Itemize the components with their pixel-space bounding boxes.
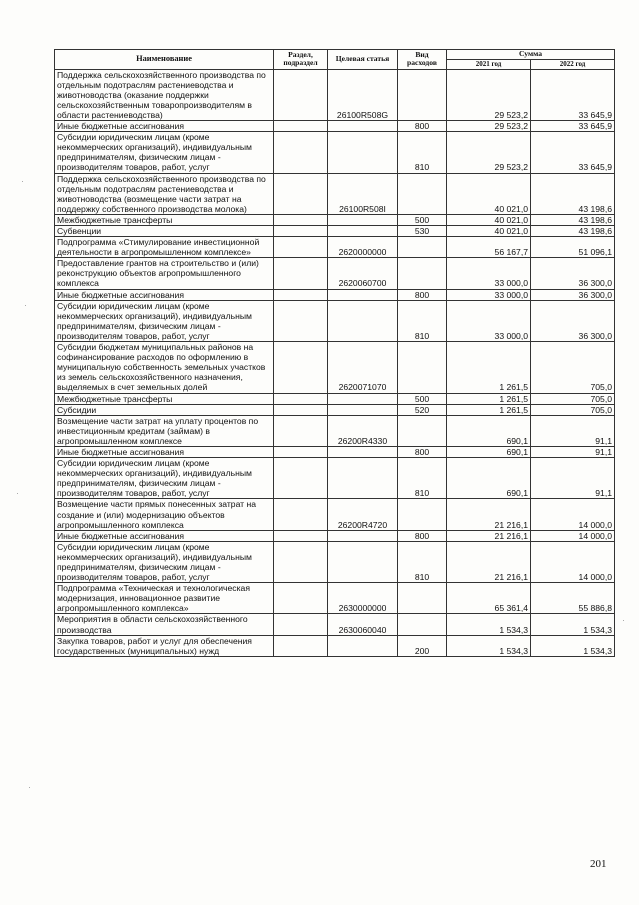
cell-expense-type [398, 173, 447, 214]
cell-target [328, 635, 398, 656]
cell-section [274, 214, 328, 225]
cell-amount-2021: 29 523,2 [447, 121, 531, 132]
cell-name: Межбюджетные трансферты [55, 214, 274, 225]
table-row [55, 458, 615, 499]
table-header [55, 50, 615, 70]
cell-expense-type: 530 [398, 226, 447, 237]
table-row [55, 342, 615, 393]
cell-name: Субвенции [55, 226, 274, 237]
table-row [55, 404, 615, 415]
cell-name: Предоставление грантов на строительство и (или) реконструкцию объектов агропромышленного комплекса [55, 258, 274, 289]
table-body [55, 69, 615, 656]
cell-name: Иные бюджетные ассигнования [55, 121, 274, 132]
cell-amount-2022: 91,1 [531, 458, 615, 499]
cell-name: Закупка товаров, работ и услуг для обеспечения государственных (муниципальных) нужд [55, 635, 274, 656]
page-number: 201 [590, 858, 607, 870]
cell-section [274, 415, 328, 446]
cell-amount-2021: 21 216,1 [447, 499, 531, 530]
table-row [55, 258, 615, 289]
cell-name: Возмещение части прямых понесенных затрат на создание и (или) модернизацию объектов агропромышленного комплекса [55, 499, 274, 530]
cell-amount-2021: 33 000,0 [447, 289, 531, 300]
cell-section [274, 458, 328, 499]
cell-target: 26100R508I [328, 173, 398, 214]
header-sum: Сумма [447, 50, 615, 60]
table-row [55, 541, 615, 582]
cell-expense-type [398, 258, 447, 289]
cell-amount-2021: 56 167,7 [447, 237, 531, 258]
cell-amount-2021: 40 021,0 [447, 173, 531, 214]
cell-section [274, 342, 328, 393]
cell-amount-2022: 43 198,6 [531, 173, 615, 214]
cell-expense-type: 800 [398, 289, 447, 300]
cell-amount-2022: 36 300,0 [531, 258, 615, 289]
table-row [55, 226, 615, 237]
cell-amount-2022: 1 534,3 [531, 614, 615, 635]
cell-expense-type [398, 415, 447, 446]
cell-expense-type [398, 69, 447, 120]
cell-name: Субсидии юридическим лицам (кроме некоммерческих организаций), индивидуальным предпринимателям, физическим лицам - производителям товаров, работ, услуг [55, 132, 274, 173]
table-row [55, 69, 615, 120]
cell-name: Поддержка сельскохозяйственного производства по отдельным подотраслям растениеводства и животноводства (возмещение части затрат на поддержку собственного производства молока) [55, 173, 274, 214]
cell-section [274, 614, 328, 635]
cell-name: Иные бюджетные ассигнования [55, 530, 274, 541]
cell-amount-2021: 690,1 [447, 415, 531, 446]
cell-amount-2021: 29 523,2 [447, 69, 531, 120]
cell-name: Возмещение части затрат на уплату процентов по инвестиционным кредитам (займам) в агропромышленном комплексе [55, 415, 274, 446]
cell-target: 26100R508G [328, 69, 398, 120]
table-row [55, 132, 615, 173]
cell-expense-type [398, 237, 447, 258]
cell-section [274, 300, 328, 341]
table-row [55, 300, 615, 341]
header-name: Наименование [55, 50, 274, 70]
cell-expense-type: 810 [398, 300, 447, 341]
cell-amount-2021: 690,1 [447, 446, 531, 457]
cell-expense-type: 800 [398, 121, 447, 132]
cell-amount-2021: 33 000,0 [447, 258, 531, 289]
cell-target: 2630000000 [328, 583, 398, 614]
cell-amount-2021: 1 261,5 [447, 404, 531, 415]
cell-section [274, 69, 328, 120]
table-row [55, 289, 615, 300]
cell-name: Субсидии [55, 404, 274, 415]
cell-amount-2022: 43 198,6 [531, 226, 615, 237]
table-row [55, 121, 615, 132]
cell-expense-type: 500 [398, 393, 447, 404]
cell-target: 2620000000 [328, 237, 398, 258]
cell-expense-type: 810 [398, 132, 447, 173]
cell-section [274, 121, 328, 132]
cell-target: 2620060700 [328, 258, 398, 289]
cell-name: Межбюджетные трансферты [55, 393, 274, 404]
header-year-2022: 2022 год [531, 60, 615, 70]
cell-section [274, 258, 328, 289]
cell-target [328, 300, 398, 341]
cell-section [274, 583, 328, 614]
cell-target [328, 530, 398, 541]
cell-section [274, 237, 328, 258]
cell-amount-2022: 36 300,0 [531, 300, 615, 341]
cell-target: 2620071070 [328, 342, 398, 393]
cell-amount-2021: 1 534,3 [447, 614, 531, 635]
cell-target: 2630060040 [328, 614, 398, 635]
cell-amount-2022: 705,0 [531, 404, 615, 415]
cell-section [274, 173, 328, 214]
cell-target [328, 289, 398, 300]
cell-amount-2021: 1 534,3 [447, 635, 531, 656]
cell-target [328, 121, 398, 132]
cell-section [274, 132, 328, 173]
cell-amount-2021: 21 216,1 [447, 530, 531, 541]
table-row [55, 614, 615, 635]
cell-target [328, 446, 398, 457]
cell-amount-2022: 55 886,8 [531, 583, 615, 614]
cell-amount-2021: 29 523,2 [447, 132, 531, 173]
cell-name: Субсидии юридическим лицам (кроме некоммерческих организаций), индивидуальным предпринимателям, физическим лицам - производителям товаров, работ, услуг [55, 458, 274, 499]
table-row [55, 583, 615, 614]
cell-amount-2022: 33 645,9 [531, 132, 615, 173]
cell-expense-type: 800 [398, 446, 447, 457]
scan-speck [25, 305, 26, 306]
cell-name: Субсидии юридическим лицам (кроме некоммерческих организаций), индивидуальным предпринимателям, физическим лицам - производителям товаров, работ, услуг [55, 300, 274, 341]
cell-expense-type [398, 499, 447, 530]
cell-target [328, 132, 398, 173]
cell-amount-2021: 65 361,4 [447, 583, 531, 614]
scan-speck [29, 787, 30, 788]
cell-section [274, 635, 328, 656]
budget-table [54, 49, 615, 657]
cell-target [328, 404, 398, 415]
cell-section [274, 393, 328, 404]
header-target: Целевая статья [328, 50, 398, 70]
cell-amount-2022: 36 300,0 [531, 289, 615, 300]
table-row [55, 635, 615, 656]
scan-speck [623, 620, 624, 621]
cell-amount-2021: 1 261,5 [447, 393, 531, 404]
cell-amount-2022: 33 645,9 [531, 121, 615, 132]
cell-name: Иные бюджетные ассигнования [55, 446, 274, 457]
cell-amount-2022: 1 534,3 [531, 635, 615, 656]
cell-name: Субсидии бюджетам муниципальных районов на софинансирование расходов по оформлению в муниципальную собственность земельных участков из земель сельскохозяйственного назначения, выделяемых в счет земельных долей [55, 342, 274, 393]
cell-name: Мероприятия в области сельскохозяйственного производства [55, 614, 274, 635]
header-year-2021: 2021 год [447, 60, 531, 70]
cell-expense-type: 520 [398, 404, 447, 415]
cell-expense-type: 500 [398, 214, 447, 225]
cell-amount-2022: 51 096,1 [531, 237, 615, 258]
cell-target [328, 541, 398, 582]
cell-expense-type: 800 [398, 530, 447, 541]
table-row [55, 415, 615, 446]
cell-expense-type [398, 614, 447, 635]
cell-amount-2022: 14 000,0 [531, 541, 615, 582]
cell-amount-2022: 91,1 [531, 446, 615, 457]
cell-name: Иные бюджетные ассигнования [55, 289, 274, 300]
cell-section [274, 404, 328, 415]
cell-target: 26200R4330 [328, 415, 398, 446]
table-row [55, 393, 615, 404]
cell-section [274, 499, 328, 530]
cell-section [274, 446, 328, 457]
scan-speck [17, 493, 18, 494]
cell-name: Подпрограмма «Стимулирование инвестиционной деятельности в агропромышленном комплексе» [55, 237, 274, 258]
cell-amount-2022: 14 000,0 [531, 530, 615, 541]
cell-amount-2022: 705,0 [531, 393, 615, 404]
cell-name: Поддержка сельскохозяйственного производства по отдельным подотраслям растениеводства и животноводства (оказание поддержки сельскохозяйственным товаропроизводителям в области растениеводства) [55, 69, 274, 120]
cell-expense-type: 810 [398, 541, 447, 582]
cell-expense-type: 810 [398, 458, 447, 499]
cell-amount-2021: 33 000,0 [447, 300, 531, 341]
table-row [55, 446, 615, 457]
table-row [55, 173, 615, 214]
table-row [55, 214, 615, 225]
cell-name: Подпрограмма «Техническая и технологическая модернизация, инновационное развитие агропромышленного комплекса» [55, 583, 274, 614]
cell-amount-2021: 40 021,0 [447, 214, 531, 225]
cell-target [328, 214, 398, 225]
header-type: Вид расходов [398, 50, 447, 70]
cell-section [274, 541, 328, 582]
cell-amount-2021: 690,1 [447, 458, 531, 499]
cell-target: 26200R4720 [328, 499, 398, 530]
table-row [55, 499, 615, 530]
cell-target [328, 458, 398, 499]
cell-target [328, 393, 398, 404]
cell-amount-2022: 33 645,9 [531, 69, 615, 120]
cell-section [274, 289, 328, 300]
scan-speck [22, 181, 23, 182]
cell-amount-2021: 40 021,0 [447, 226, 531, 237]
cell-amount-2022: 705,0 [531, 342, 615, 393]
cell-amount-2022: 14 000,0 [531, 499, 615, 530]
cell-section [274, 530, 328, 541]
header-section: Раздел, подраздел [274, 50, 328, 70]
cell-amount-2022: 43 198,6 [531, 214, 615, 225]
table-row [55, 530, 615, 541]
cell-amount-2021: 1 261,5 [447, 342, 531, 393]
cell-expense-type [398, 342, 447, 393]
cell-name: Субсидии юридическим лицам (кроме некоммерческих организаций), индивидуальным предпринимателям, физическим лицам - производителям товаров, работ, услуг [55, 541, 274, 582]
cell-expense-type: 200 [398, 635, 447, 656]
cell-amount-2021: 21 216,1 [447, 541, 531, 582]
cell-target [328, 226, 398, 237]
cell-expense-type [398, 583, 447, 614]
cell-amount-2022: 91,1 [531, 415, 615, 446]
table-row [55, 237, 615, 258]
cell-section [274, 226, 328, 237]
